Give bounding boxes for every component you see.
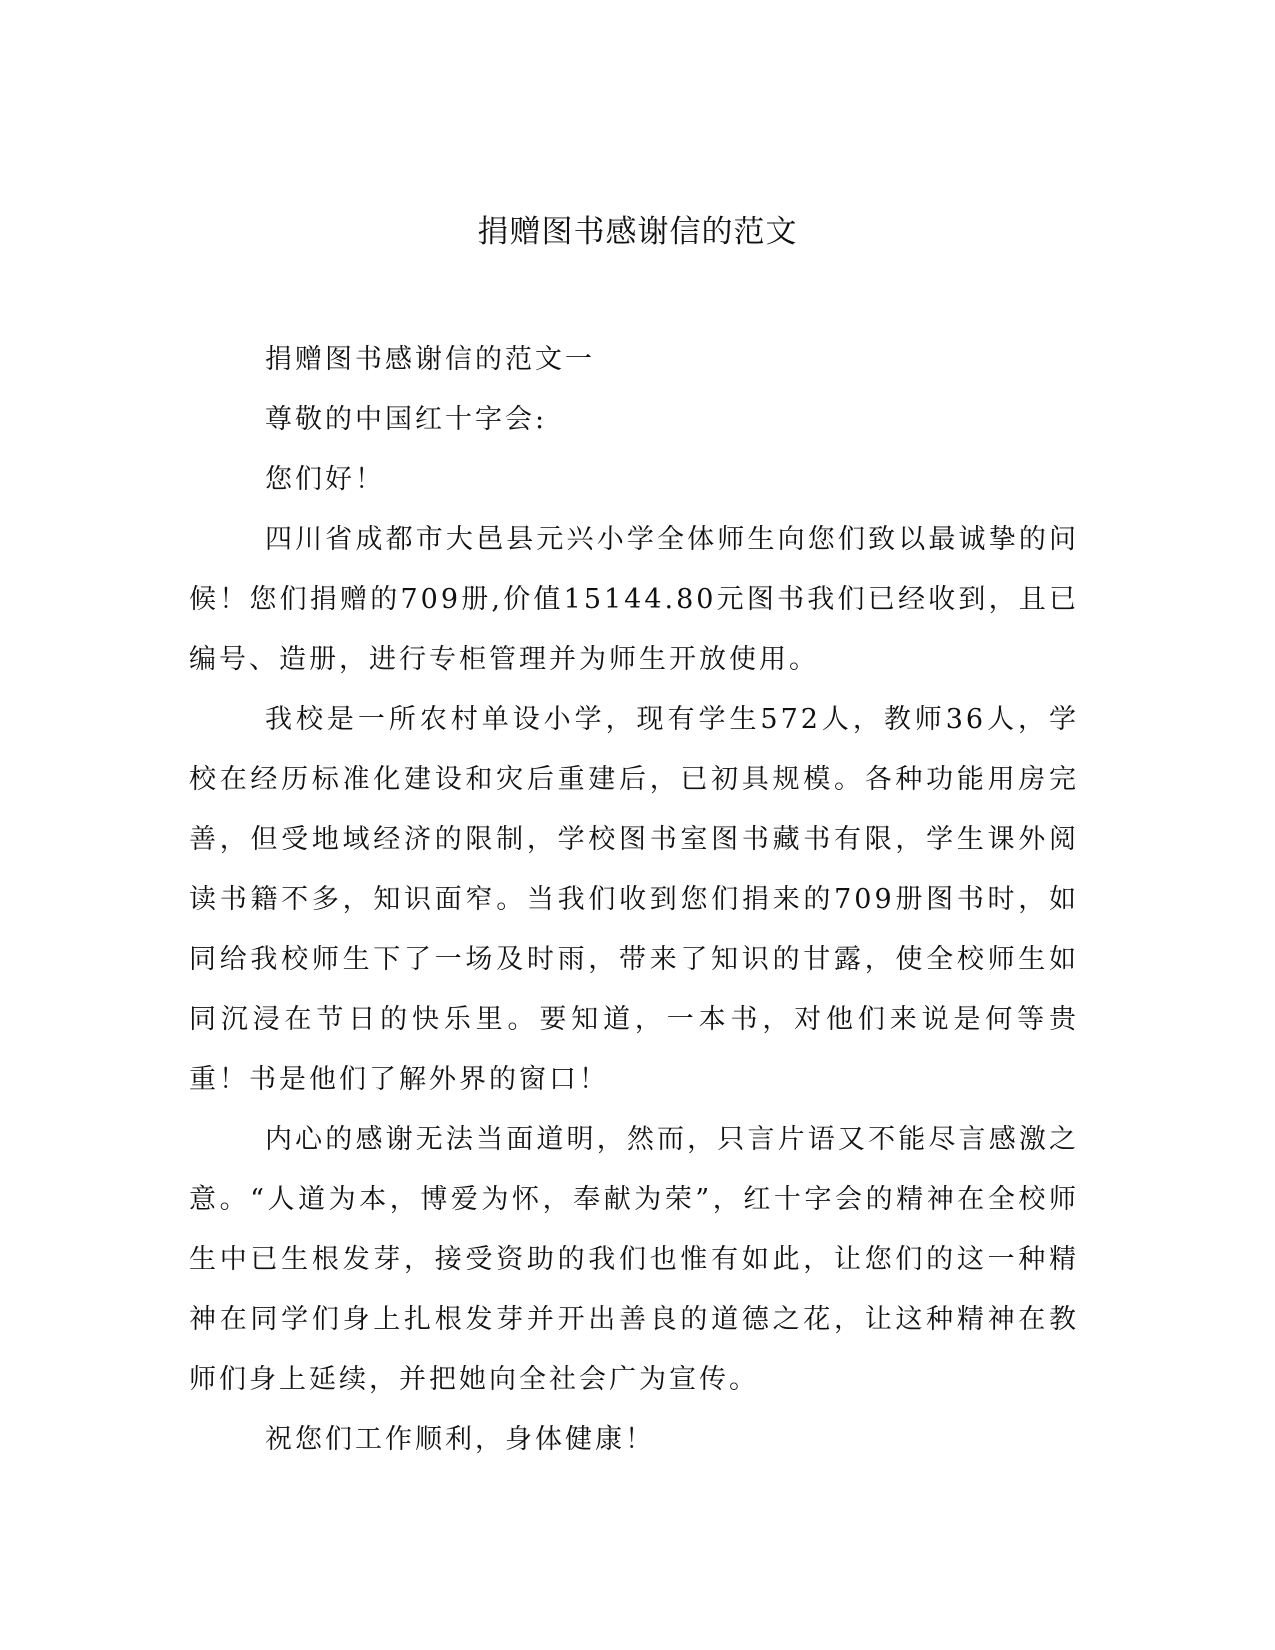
greeting: 您们好！ bbox=[265, 464, 385, 495]
document-title: 捐赠图书感谢信的范文 bbox=[477, 214, 798, 250]
section-heading: 捐赠图书感谢信的范文一 bbox=[265, 344, 595, 375]
letter-body bbox=[189, 330, 1079, 1470]
body-paragraph-receipt: 四川省成都市大邑县元兴小学全体师生向您们致以最诚挚的问候！您们捐赠的709册,价值15144.80元图书我们已经收到，且已编号、造册，进行专柜管理并为师生开放使用。 bbox=[189, 524, 1079, 675]
closing-wish: 祝您们工作顺利，身体健康！ bbox=[265, 1424, 655, 1455]
body-paragraph-thanks: 内心的感谢无法当面道明，然而，只言片语又不能尽言感激之意。“人道为本，博爱为怀，奉献为荣”，红十字会的精神在全校师生中已生根发芽，接受资助的我们也惟有如此，让您们的这一种精神在同学们身上扎根发芽并开出善良的道德之花，让这种精神在教师们身上延续，并把她向全社会广为宣传。 bbox=[189, 1124, 1079, 1395]
salutation: 尊敬的中国红十字会: bbox=[265, 404, 548, 435]
body-paragraph-school: 我校是一所农村单设小学，现有学生572人，教师36人，学校在经历标准化建设和灾后重建后，已初具规模。各种功能用房完善，但受地域经济的限制，学校图书室图书藏书有限，学生课外阅读书籍不多，知识面窄。当我们收到您们捐来的709册图书时，如同给我校师生下了一场及时雨，带来了知识的甘露，使全校师生如同沉浸在节日的快乐里。要知道，一本书，对他们来说是何等贵重！书是他们了解外界的窗口！ bbox=[189, 704, 1079, 1095]
